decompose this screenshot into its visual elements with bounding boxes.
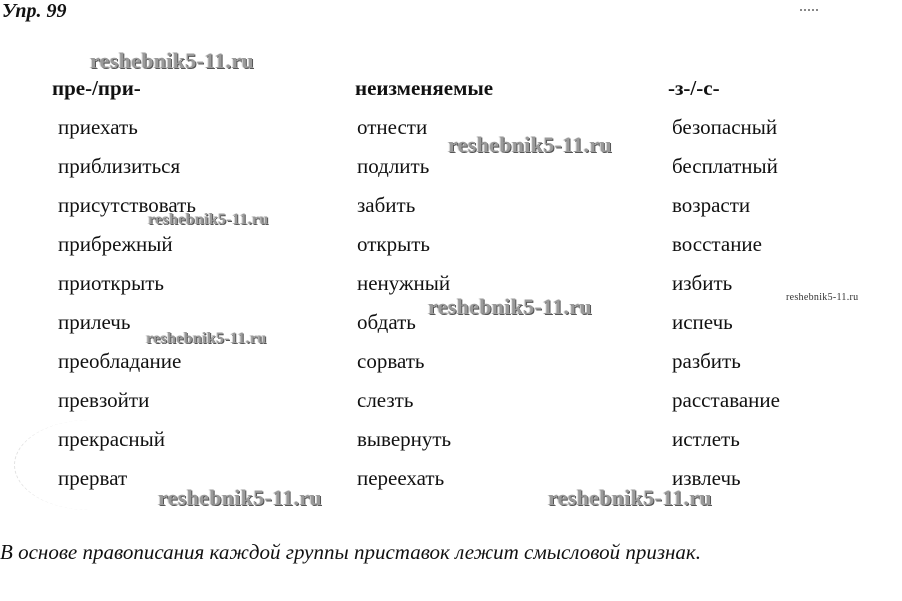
- word-item: подлить: [357, 154, 430, 178]
- watermark: reshebnik5-11.ru: [158, 485, 322, 510]
- word-item: отнести: [357, 115, 428, 139]
- word-item: прекрасный: [58, 427, 165, 451]
- watermark: reshebnik5-11.ru: [786, 292, 859, 303]
- word-item: прилечь: [58, 310, 131, 334]
- column-header: пре-/при-: [52, 76, 141, 100]
- word-item: возрасти: [672, 193, 751, 217]
- watermark: reshebnik5-11.ru: [148, 211, 269, 228]
- word-item: переехать: [357, 466, 445, 490]
- word-item: безопасный: [672, 115, 778, 139]
- word-item: испечь: [672, 310, 733, 334]
- word-item: присутствовать: [58, 193, 196, 217]
- word-item: приехать: [58, 115, 138, 139]
- corner-mark: [800, 9, 818, 13]
- word-item: преобладание: [58, 349, 182, 373]
- column-header: неизменяемые: [355, 76, 494, 100]
- watermark: reshebnik5-11.ru: [428, 294, 592, 319]
- column-z-s: [668, 74, 780, 502]
- word-item: сорвать: [357, 349, 425, 373]
- word-item: расставание: [672, 388, 780, 412]
- word-item: приблизиться: [58, 154, 181, 178]
- word-item: истлеть: [672, 427, 740, 451]
- word-item: вывернуть: [357, 427, 452, 451]
- word-item: разбить: [672, 349, 741, 373]
- word-item: бесплатный: [672, 154, 778, 178]
- word-item: превзойти: [58, 388, 150, 412]
- column-header: -з-/-с-: [668, 76, 720, 100]
- word-item: прибрежный: [58, 232, 173, 256]
- watermark: reshebnik5-11.ru: [448, 132, 612, 157]
- word-item: извлечь: [672, 466, 741, 490]
- word-item: обдать: [357, 310, 416, 334]
- word-item: ненужный: [357, 271, 451, 295]
- exercise-title: Упр. 99: [2, 0, 67, 22]
- word-item: открыть: [357, 232, 430, 256]
- word-item: избить: [672, 271, 733, 295]
- conclusion-text: В основе правописания каждой группы приставок лежит смысловой признак.: [0, 540, 701, 564]
- word-item: приоткрыть: [58, 271, 164, 295]
- scan-smudge: [14, 420, 165, 510]
- watermark: reshebnik5-11.ru: [548, 485, 712, 510]
- word-item: слезть: [357, 388, 414, 412]
- word-item: прерват: [58, 466, 128, 490]
- word-item: восстание: [672, 232, 762, 256]
- watermark: reshebnik5-11.ru: [90, 48, 254, 73]
- word-item: забить: [357, 193, 416, 217]
- watermark: reshebnik5-11.ru: [146, 330, 267, 347]
